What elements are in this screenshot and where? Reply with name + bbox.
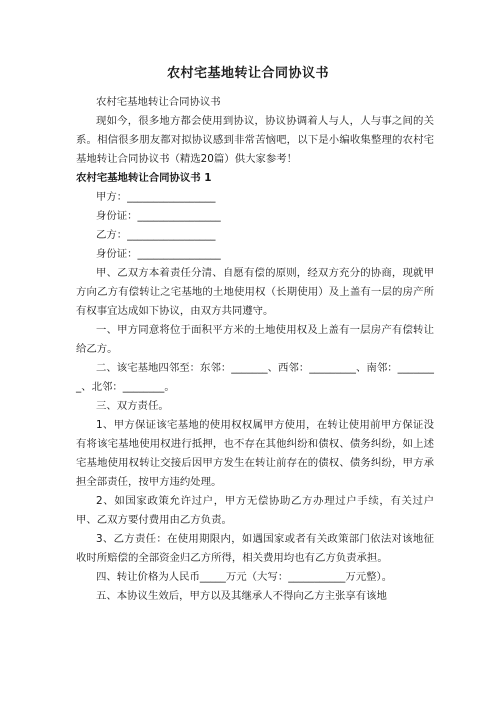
document-body: [76, 93, 434, 606]
paragraph-intro: 现如今，很多地方都会使用到协议，协议协调着人与人，人与事之间的关系。相信很多朋友都对拟协议感到非常苦恼吧，以下是小编收集整理的农村宅基地转让合同协议书（精选20篇）供大家参考！: [76, 115, 434, 165]
clause-four: 四、转让价格为人民币_____万元（大写：___________万元整）。: [96, 571, 393, 583]
party-a-id-line: 身份证：________________: [96, 210, 221, 222]
party-a-line: 甲方：_________________: [96, 191, 216, 203]
clause-three-item-3: 3、乙方责任：在使用期限内，如遇国家或者有关政策部门依法对该地征收时所赔偿的全部资金归乙方所得，相关费用均也有乙方负责承担。: [76, 533, 434, 564]
clause-three-item-2: 2、如国家政策允许过户，甲方无偿协助乙方办理过户手续，有关过户甲、乙双方要付费用由乙方负责。: [76, 495, 434, 526]
clause-two: 二、该宅基地四邻至：东邻：_______、西邻：_________、南邻：________、北邻：________。: [76, 362, 434, 393]
document-title: 农村宅基地转让合同协议书: [166, 66, 329, 81]
clause-five: 五、本协议生效后，甲方以及其继承人不得向乙方主张享有该地: [96, 590, 387, 602]
paragraph-agreement-basis: 甲、乙双方本着责任分清、自愿有偿的原则，经双方充分的协商，现就甲方向乙方有偿转让之宅基地的土地使用权（长期使用）及上盖有一层的房产所有权事宜达成如下协议，由双方共同遵守。: [76, 267, 434, 317]
party-b-id-line: 身份证：________________: [96, 248, 221, 260]
paragraph-subtitle: 农村宅基地转让合同协议书: [96, 96, 221, 108]
clause-three-item-1: 1、甲方保证该宅基地的使用权权属甲方使用，在转让使用前甲方保证没有将该宅基地使用权进行抵押，也不存在其他纠纷和债权、债务纠纷，如上述宅基地使用权转让交接后因甲方发生在转让前存在的债权、债务纠纷，甲方承担全部责任，按甲方违约处理。: [76, 419, 434, 488]
section-heading: 农村宅基地转让合同协议书 1: [76, 172, 212, 184]
clause-one: 一、甲方同意将位于面积平方米的土地使用权及上盖有一层房产有偿转让给乙方。: [76, 324, 434, 355]
clause-three-heading: 三、双方责任。: [96, 400, 169, 412]
party-b-line: 乙方：_________________: [96, 229, 216, 241]
